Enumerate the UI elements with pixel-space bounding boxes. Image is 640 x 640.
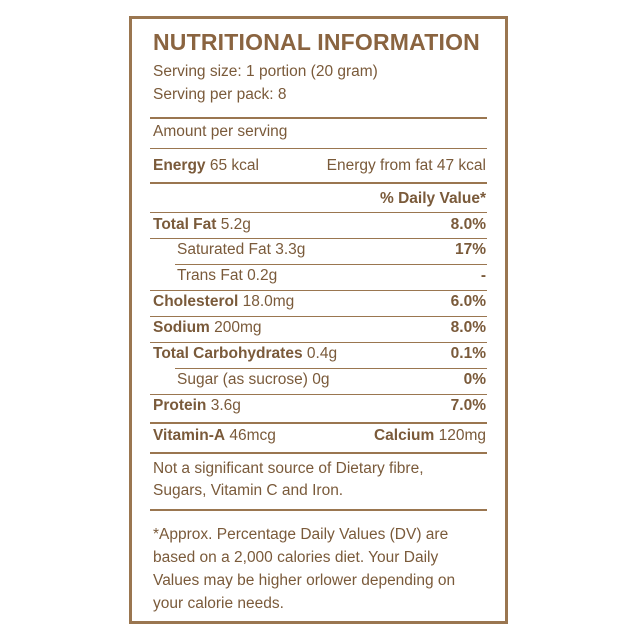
- divider: [150, 212, 487, 213]
- row-trans-fat: [177, 267, 277, 285]
- row-saturated-fat: [177, 241, 305, 259]
- energy-label: Energy: [153, 157, 206, 174]
- serving-size: Serving size: 1 portion (20 gram): [153, 63, 378, 80]
- divider: [150, 509, 487, 511]
- footnote-line: your calorie needs.: [153, 595, 284, 612]
- amount-per-serving: Amount per serving: [153, 123, 288, 140]
- nutrient-dv: 0%: [463, 371, 486, 388]
- nutrient-dv: 17%: [454, 241, 486, 258]
- nutrient-label: Sugar (as sucrose): [177, 371, 308, 388]
- nutrient-label: Cholesterol: [153, 293, 239, 310]
- daily-value-header: % Daily Value*: [380, 190, 486, 207]
- divider: [150, 422, 487, 424]
- energy-row: [153, 157, 259, 175]
- divider: [150, 342, 487, 343]
- divider: [150, 238, 487, 239]
- nutrient-dv: 0.1%: [450, 345, 486, 362]
- nutrient-amount: 200mg: [214, 319, 262, 336]
- nutrient-amount: 18.0mg: [242, 293, 295, 310]
- divider: [175, 264, 487, 265]
- nutrient-amount: 0.2g: [247, 267, 278, 284]
- energy-value: 65 kcal: [209, 157, 259, 174]
- note-line: Not a significant source of Dietary fibre,: [153, 460, 424, 477]
- calcium-amount: 120mg: [438, 427, 486, 444]
- nutrient-dv: 8.0%: [450, 319, 486, 336]
- row-total-carbohydrates: [153, 345, 337, 363]
- nutrient-dv: 8.0%: [450, 216, 486, 233]
- row-sugar: [177, 371, 330, 389]
- nutrient-dv: 7.0%: [450, 397, 486, 414]
- nutrient-dv: -: [480, 267, 486, 284]
- energy-from-fat: Energy from fat 47 kcal: [326, 157, 486, 174]
- divider: [150, 290, 487, 291]
- nutrient-dv: 6.0%: [450, 293, 486, 310]
- nutrient-amount: 5.2g: [220, 216, 251, 233]
- divider: [150, 182, 487, 184]
- footnote-line: based on a 2,000 calories diet. Your Daily: [153, 549, 439, 566]
- vitamin-amount: 46mcg: [229, 427, 276, 444]
- vitamin-label: Vitamin-A: [153, 427, 226, 444]
- nutrient-amount: 0.4g: [306, 345, 338, 362]
- row-cholesterol: [153, 293, 294, 311]
- nutrient-label: Trans Fat: [177, 267, 243, 284]
- nutrient-amount: 3.3g: [275, 241, 306, 258]
- serving-per-pack: Serving per pack: 8: [153, 86, 287, 103]
- nutrition-label: [129, 16, 508, 624]
- calcium-label: Calcium: [373, 427, 435, 444]
- nutrient-label: Total Carbohydrates: [153, 345, 303, 362]
- row-sodium: [153, 319, 262, 337]
- footnote-line: *Approx. Percentage Daily Values (DV) are: [153, 526, 449, 543]
- note-line: Sugars, Vitamin C and Iron.: [153, 482, 344, 499]
- divider: [150, 394, 487, 395]
- row-calcium: [374, 427, 486, 445]
- divider: [150, 316, 487, 317]
- nutrient-amount: 3.6g: [210, 397, 241, 414]
- row-protein: [153, 397, 241, 415]
- row-vitamin-a: [153, 427, 276, 445]
- divider: [150, 117, 487, 119]
- nutrient-amount: 0g: [312, 371, 330, 388]
- divider: [150, 148, 487, 149]
- nutrient-label: Saturated Fat: [177, 241, 271, 258]
- divider: [150, 452, 487, 454]
- label-title: NUTRITIONAL INFORMATION: [153, 29, 480, 55]
- row-total-fat: [153, 216, 251, 234]
- nutrient-label: Total Fat: [153, 216, 217, 233]
- divider: [175, 368, 487, 369]
- nutrient-label: Sodium: [153, 319, 210, 336]
- nutrient-label: Protein: [153, 397, 207, 414]
- footnote-line: Values may be higher orlower depending on: [153, 572, 456, 589]
